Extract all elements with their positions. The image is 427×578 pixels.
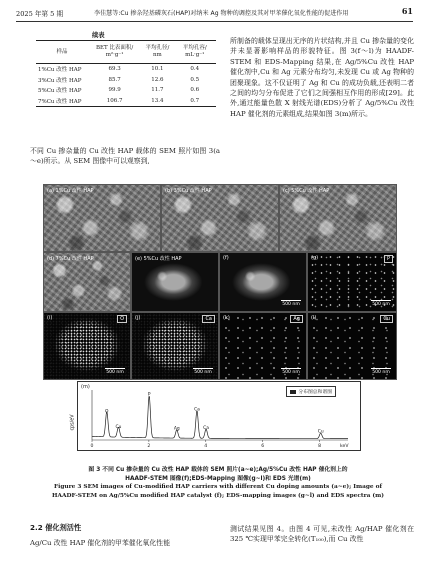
table-cell: 0.6 bbox=[190, 87, 200, 94]
figure-3 bbox=[43, 184, 395, 451]
panel-label: (j) bbox=[135, 315, 141, 321]
caption-zh-line2: HAADF-STEM 图像(f);EDS-Mapping 图像(g~l)和 EDS 光谱(m) bbox=[125, 475, 311, 482]
table-cell: 11.7 bbox=[151, 87, 164, 94]
body-paragraph-right: 所制备的载体呈现出无序的片状结构,并且 Cu 掺杂量的变化并未显著影响样品的形貌特征。图 3(f～l)为 HAADF-STEM 和 EDS-Mapping 结果,在 Ag/5%Cu 改性 HAP 催化剂中,Cu 和 Ag 元素分布均匀,未发现 Cu 或 Ag 物种的团聚现象。这不仅证明了 Ag 和 Cu 的成功负载,还表明二者之间的均匀分布促进了它们之间强相互作用的形成[29]。此外,通过能量色散 X 射线光谱(EDS)分析了 Ag/5%Cu 改性 HAP 催化剂的元素组成,结果如图 3(m)所示。 bbox=[230, 37, 414, 118]
spectrum-legend: 分布图总和谱图 bbox=[286, 386, 336, 397]
figure-caption bbox=[28, 466, 408, 500]
x-tick-label: 6 bbox=[261, 444, 265, 449]
panel-label: (b) 3%Cu 改性 HAP bbox=[165, 188, 212, 194]
table-caption: 续表 bbox=[92, 32, 105, 39]
caption-en-line2: HAADF-STEM on Ag/5%Cu modified HAP catalyst (f); EDS-mapping images (g~l) and EDS spectra (m) bbox=[51, 492, 385, 499]
scale-bar: 500 nm bbox=[281, 300, 301, 307]
spectrum-plot bbox=[78, 382, 360, 450]
panel-label: (d) 7%Cu 改性 HAP bbox=[47, 256, 94, 262]
table-header-cell: BET 比表面积/ m²·g⁻¹ bbox=[88, 41, 141, 64]
table-cell: 3%Cu 改性 HAP bbox=[38, 77, 82, 84]
article-title: 李佳慧等:Cu 掺杂羟基磷灰石(HAP)对纳米 Ag 物种的调控及其对甲苯催化氧化性能的促进作用 bbox=[94, 10, 349, 17]
table-cell: 0.5 bbox=[190, 76, 200, 83]
scale-bar: 500 nm bbox=[193, 368, 213, 375]
table-row bbox=[36, 85, 216, 96]
haadf-panel-e bbox=[131, 252, 219, 312]
data-table bbox=[36, 40, 216, 107]
element-label: O bbox=[117, 315, 127, 323]
element-label: Cu bbox=[380, 315, 393, 323]
sem-panel-c bbox=[279, 184, 397, 252]
peak-label: Ag bbox=[173, 426, 180, 432]
x-tick-label: 2 bbox=[147, 444, 151, 449]
table-cell: 12.6 bbox=[151, 76, 164, 83]
panel-label: (f) bbox=[223, 255, 229, 261]
body-paragraph-bottom-left: Ag/Cu 改性 HAP 催化剂的甲苯催化氧化性能 bbox=[30, 539, 171, 547]
sem-panel-d bbox=[43, 252, 131, 312]
caption-en-line1: Figure 3 SEM images of Cu-modified HAP carriers with different Cu doping amounts (a~e); Image of bbox=[54, 484, 382, 491]
eds-map-o bbox=[43, 312, 131, 380]
spectrum-y-label: cps/eV bbox=[70, 414, 76, 431]
panel-label: (c) 5%Cu 改性 HAP bbox=[283, 188, 330, 194]
table-cell: 106.7 bbox=[88, 96, 141, 107]
panel-label: (e) 5%Cu 改性 HAP bbox=[135, 256, 182, 262]
page-number: 61 bbox=[401, 6, 413, 16]
table-row bbox=[36, 64, 216, 75]
issue-label: 2025 年第 5 期 bbox=[16, 10, 64, 18]
peak-label: Ca bbox=[194, 407, 200, 413]
running-header bbox=[16, 6, 413, 20]
scale-bar: 500 nm bbox=[371, 368, 391, 375]
element-label: Ag bbox=[290, 315, 303, 323]
table-row bbox=[36, 96, 216, 107]
element-label: P bbox=[384, 255, 393, 263]
panel-label: (k) bbox=[223, 315, 230, 321]
section-heading: 2.2 催化剂活性 bbox=[30, 523, 82, 532]
table-cell: 5%Cu 改性 HAP bbox=[38, 88, 82, 95]
table-cell: 85.7 bbox=[108, 76, 121, 83]
table-cell: 10.1 bbox=[151, 66, 164, 73]
body-paragraph-left: 不同 Cu 掺杂量的 Cu 改性 HAP 载体的 SEM 照片如图 3(a～e)所示。从 SEM 图像中可以观察到, bbox=[30, 147, 220, 166]
body-paragraph-bottom-right: 测试结果见图 4。由图 4 可见,未改性 Ag/HAP 催化剂在 325 ℃实现甲苯完全转化(T₁₀₀),而 Cu 改性 bbox=[230, 525, 414, 544]
element-label: Ca bbox=[202, 315, 215, 323]
peak-label: Cu bbox=[115, 424, 122, 430]
eds-map-p bbox=[307, 252, 397, 312]
eds-map-ca bbox=[131, 312, 219, 380]
header-rule bbox=[16, 21, 413, 22]
eds-map-ag bbox=[219, 312, 307, 380]
table-header-cell: 平均孔径/ nm bbox=[141, 41, 173, 64]
eds-map-cu bbox=[307, 312, 397, 380]
haadf-panel-f bbox=[219, 252, 307, 312]
table-cell: 13.4 bbox=[141, 96, 173, 107]
table-header-cell: 平均孔容/ mL·g⁻¹ bbox=[174, 41, 216, 64]
table-header-row bbox=[36, 41, 216, 64]
panel-label: (a) 1%Cu 改性 HAP bbox=[47, 188, 94, 194]
sem-panel-b bbox=[161, 184, 279, 252]
table-cell: 99.9 bbox=[108, 87, 121, 94]
table-row bbox=[36, 75, 216, 86]
scale-bar: 500 nm bbox=[371, 300, 391, 307]
caption-zh-line1: 图 3 不同 Cu 掺杂量的 Cu 改性 HAP 载体的 SEM 照片(a~e);Ag/5%Cu 改性 HAP 催化剂上的 bbox=[88, 467, 348, 473]
sem-panel-a bbox=[43, 184, 161, 252]
peak-label: P bbox=[147, 392, 151, 398]
panel-label: (l) bbox=[311, 315, 317, 321]
table-cell: 1%Cu 改性 HAP bbox=[38, 67, 82, 74]
scale-bar: 500 nm bbox=[281, 368, 301, 375]
spectrum-line bbox=[92, 397, 348, 439]
peak-label: Cu bbox=[317, 429, 324, 435]
table-header-cell: 样品 bbox=[36, 41, 88, 64]
eds-spectrum-chart bbox=[70, 381, 361, 451]
x-tick-label: 8 bbox=[318, 444, 322, 449]
table-cell: 0.7 bbox=[174, 96, 216, 107]
panel-label: (g) bbox=[311, 255, 319, 261]
peak-label: Ca bbox=[203, 425, 209, 431]
x-tick-label: 0 bbox=[90, 444, 94, 449]
table-cell: 7%Cu 改性 HAP bbox=[36, 96, 88, 107]
x-tick-label: 4 bbox=[204, 444, 208, 449]
peak-label: O bbox=[105, 409, 109, 415]
table-cell: 0.4 bbox=[190, 66, 200, 73]
table-cell: 69.3 bbox=[108, 66, 121, 73]
x-axis-label: keV bbox=[340, 444, 349, 449]
panel-label: (i) bbox=[47, 315, 53, 321]
panel-label: (m) bbox=[81, 384, 90, 390]
scale-bar: 500 nm bbox=[105, 368, 125, 375]
